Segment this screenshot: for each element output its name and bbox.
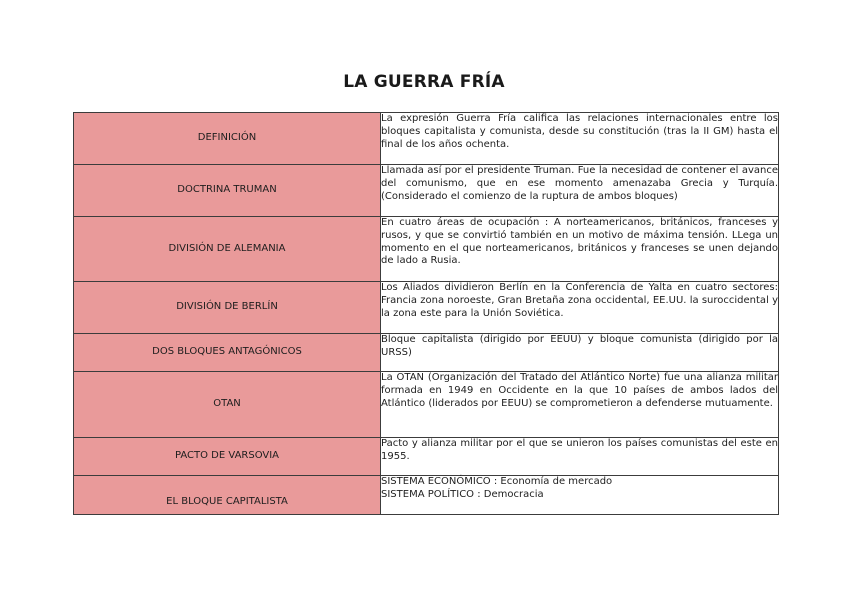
page-title: LA GUERRA FRÍA — [343, 72, 505, 92]
table-row — [74, 113, 779, 165]
table-row — [74, 438, 779, 476]
term-cell: DIVISIÓN DE BERLÍN — [74, 282, 381, 334]
description-line: SISTEMA ECONÓMICO : Economía de mercado — [381, 476, 613, 487]
description-cell: Bloque capitalista (dirigido por EEUU) y bloque comunista (dirigido por la URSS) — [381, 334, 779, 372]
description-cell: La expresión Guerra Fría califica las relaciones internacionales entre los bloques capitalista y comunista, desde su constitución (tras la II GM) hasta el final de los años ochenta. — [381, 113, 779, 165]
table-row — [74, 165, 779, 217]
definitions-table — [73, 112, 779, 515]
term-cell: PACTO DE VARSOVIA — [74, 438, 381, 476]
table-row — [74, 372, 779, 438]
description-cell: En cuatro áreas de ocupación : A norteamericanos, británicos, franceses y rusos, y que se convirtió también en un motivo de máxima tensión. LLega un momento en el que norteamericanos, británicos y franceses se unen dejando de lado a Rusia. — [381, 217, 779, 282]
term-cell: DOS BLOQUES ANTAGÓNICOS — [74, 334, 381, 372]
description-cell: Los Aliados dividieron Berlín en la Conferencia de Yalta en cuatro sectores: Francia zona noroeste, Gran Bretaña zona occidental, EE.UU. la suroccidental y la zona este para la Unión Soviética. — [381, 282, 779, 334]
table-row — [74, 476, 779, 515]
description-cell — [381, 476, 779, 515]
description-cell: La OTAN (Organización del Tratado del Atlántico Norte) fue una alianza militar formada en 1949 en Occidente en la que 10 países de ambos lados del Atlántico (liderados por EEUU) se comprometieron a defenderse mutuamente. — [381, 372, 779, 438]
term-cell: OTAN — [74, 372, 381, 438]
description-cell: Pacto y alianza militar por el que se unieron los países comunistas del este en 1955. — [381, 438, 779, 476]
description-cell: Llamada así por el presidente Truman. Fue la necesidad de contener el avance del comunismo, que en ese momento amenazaba Grecia y Turquía. (Considerado el comienzo de la ruptura de ambos bloques) — [381, 165, 779, 217]
term-cell: DEFINICIÓN — [74, 113, 381, 165]
table-row — [74, 282, 779, 334]
term-cell: DOCTRINA TRUMAN — [74, 165, 381, 217]
table-row — [74, 217, 779, 282]
table-row — [74, 334, 779, 372]
term-cell: EL BLOQUE CAPITALISTA — [74, 476, 381, 515]
term-cell: DIVISIÓN DE ALEMANIA — [74, 217, 381, 282]
description-line: SISTEMA POLÍTICO : Democracia — [381, 488, 544, 500]
